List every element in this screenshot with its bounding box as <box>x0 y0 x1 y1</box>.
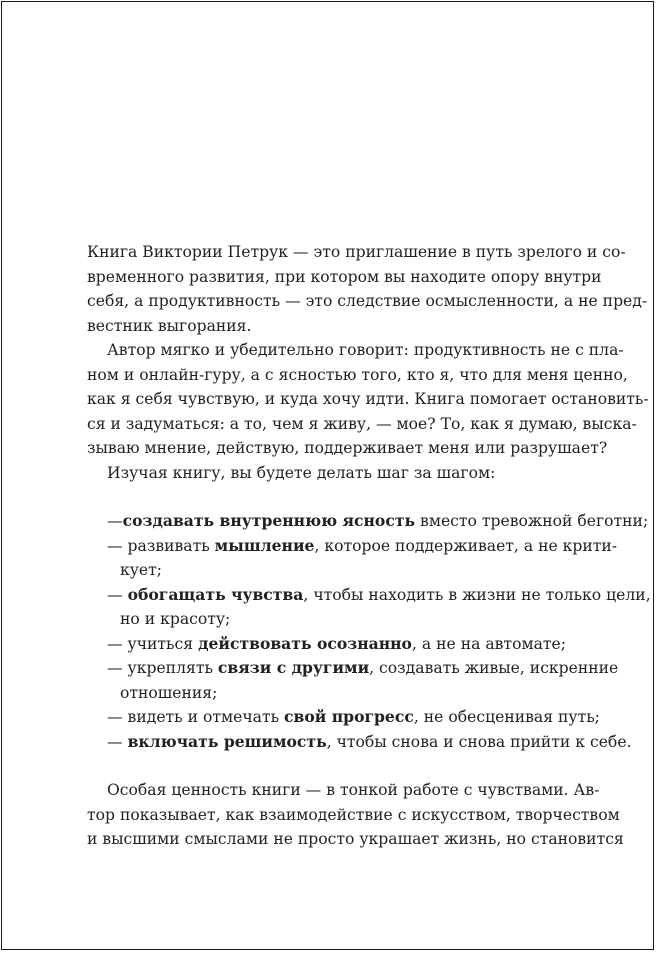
list-item-bold: связи с другими <box>217 658 370 677</box>
list-item-line: — учиться действовать осознанно, а не на автомате; <box>107 633 566 653</box>
list-item-line: —создавать внутреннюю ясность вместо тревожной беготни; <box>107 511 649 530</box>
spacer <box>87 754 577 778</box>
text-line: зываю мнение, действую, поддерживает меня или разрушает? <box>87 439 608 457</box>
text-line: Изучая книгу, вы будете делать шаг за шагом: <box>107 463 496 482</box>
paragraph-intro <box>87 240 648 338</box>
list-dash: — <box>107 659 123 677</box>
list-item <box>87 730 632 755</box>
book-page <box>1 1 654 950</box>
text-line: вестник выгорания. <box>87 316 252 335</box>
list-item-continuation: отношения; <box>120 683 218 702</box>
list-item <box>87 632 577 657</box>
list-item-line: — обогащать чувства, чтобы находить в жизни не только цели, <box>107 584 651 604</box>
list-item-line: — укреплять связи с другими, создавать живые, искренние <box>107 658 619 677</box>
list-item <box>87 656 619 705</box>
list-item <box>87 509 649 534</box>
list-item-continuation: но и красоту; <box>120 610 231 628</box>
text-line: Особая ценность книги — в тонкой работе с чувствами. Ав- <box>107 781 600 799</box>
list-item <box>87 583 651 632</box>
list-item-bold: мышление <box>214 535 315 555</box>
text-line: ном и онлайн-гуру, а с ясностью того, кто я, что для меня ценно, <box>87 365 628 384</box>
list-item-line: — включать решимость, чтобы снова и снова прийти к себе. <box>107 731 632 751</box>
text-line: ся и задуматься: а то, чем я живу, — мое? То, как я думаю, выска- <box>87 414 637 433</box>
list-dash: — <box>107 708 123 726</box>
text-line: временного развития, при котором вы находите опору внутри <box>87 267 602 286</box>
paragraph-list-intro <box>87 461 577 486</box>
list-item-line: — видеть и отмечать свой прогресс, не обесценивая путь; <box>107 707 600 726</box>
paragraph-value <box>87 778 624 852</box>
body-text <box>87 240 651 852</box>
list-dash: — <box>107 585 123 604</box>
list-item-bold: обогащать чувства <box>127 584 304 604</box>
text-line: как я себя чувствую, и куда хочу идти. Книга помогает остановить- <box>87 390 649 408</box>
text-line: Автор мягко и убедительно говорит: продуктивность не с пла- <box>107 341 624 359</box>
list-item-bold: свой прогресс <box>284 707 414 726</box>
list-item-continuation: кует; <box>120 561 163 579</box>
text-line: и высшими смыслами не просто украшает жизнь, но становится <box>87 830 624 848</box>
list-dash: — <box>107 536 123 555</box>
paragraph-author <box>87 338 649 461</box>
list-item-bold: действовать осознанно <box>198 633 412 653</box>
bullet-list <box>87 509 651 754</box>
spacer <box>87 485 577 509</box>
list-dash: — <box>107 732 123 751</box>
text-line: тор показывает, как взаимодействие с искусством, творчеством <box>87 805 620 824</box>
list-item-bold: создавать внутреннюю ясность <box>122 511 416 530</box>
list-dash: — <box>107 634 123 653</box>
list-item <box>87 705 600 730</box>
list-item <box>87 534 618 583</box>
list-dash: — <box>107 512 123 530</box>
list-item-line: — развивать мышление, которое поддерживает, а не крити- <box>107 535 618 555</box>
text-line: себя, а продуктивность — это следствие осмысленности, а не пред- <box>87 292 648 310</box>
text-line: Книга Виктории Петрук — это приглашение в путь зрелого и со- <box>87 243 626 261</box>
list-item-bold: включать решимость <box>127 731 327 751</box>
